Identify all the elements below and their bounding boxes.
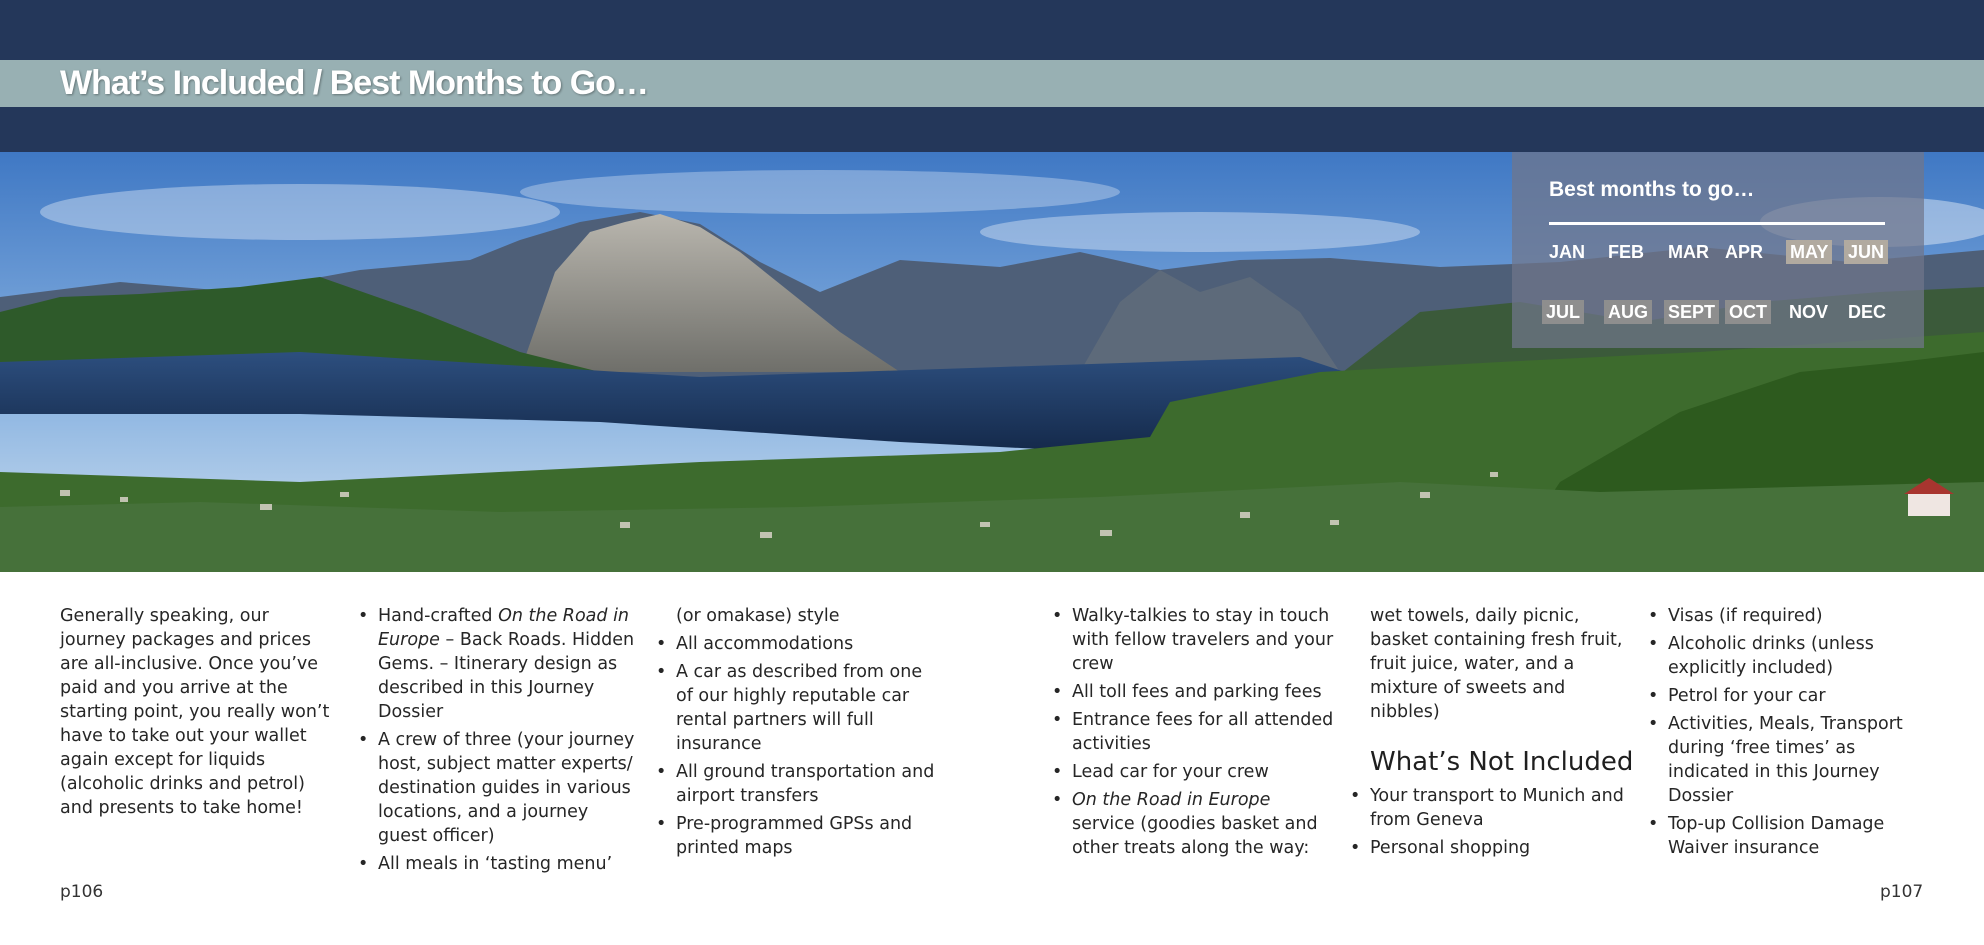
included-column-1 [358, 604, 640, 880]
best-months-divider [1549, 222, 1885, 225]
intro-paragraph: Generally speaking, our journey packages and prices are all-inclusive. Once you’ve paid and you arrive at the starting point, you really won’t have to take out your wallet again except for liquids (alcoholic drinks and petrol) and presents to take home! [60, 606, 330, 818]
included-list-2 [656, 632, 940, 860]
not-included-column [1648, 604, 1938, 864]
list-item: • A crew of three (your journey host, subject matter experts/ destination guides in various locations, and a journey guest officer) [358, 728, 640, 848]
included-list-1 [358, 604, 640, 876]
included-list-3 [1052, 604, 1336, 860]
not-included-heading: What’s Not Included [1370, 747, 1634, 777]
list-item: • Entrance fees for all attended activities [1052, 708, 1336, 756]
list-item: • Top-up Collision Damage Waiver insurance [1648, 812, 1938, 860]
month-jun: JUN [1844, 240, 1888, 264]
list-item: • Lead car for your crew [1052, 760, 1336, 784]
list-item-continued: wet towels, daily picnic, basket containing fresh fruit, fruit juice, water, and a mixture of sweets and nibbles) [1370, 606, 1623, 722]
month-mar: MAR [1668, 242, 1709, 262]
list-item: • Personal shopping [1350, 836, 1634, 860]
included-column-3 [1052, 604, 1336, 864]
list-item: • Hand-crafted On the Road in Europe – Back Roads. Hidden Gems. – Itinerary design as described in this Journey Dossier [358, 604, 640, 724]
list-item: • Your transport to Munich and from Geneva [1350, 784, 1634, 832]
list-item: • On the Road in Europe service (goodies basket and other treats along the way: [1052, 788, 1336, 860]
month-sept: SEPT [1664, 300, 1719, 324]
page-title: What’s Included / Best Months to Go… [60, 64, 648, 102]
list-item: • Alcoholic drinks (unless explicitly included) [1648, 632, 1938, 680]
list-item: • Petrol for your car [1648, 684, 1938, 708]
mixed-column [1350, 604, 1634, 864]
not-included-list-2 [1648, 604, 1938, 860]
month-nov: NOV [1789, 302, 1829, 322]
month-jul: JUL [1542, 300, 1584, 324]
month-oct: OCT [1725, 300, 1771, 324]
list-item: • Visas (if required) [1648, 604, 1938, 628]
list-item: • All meals in ‘tasting menu’ [358, 852, 640, 876]
included-column-2 [656, 604, 940, 864]
month-may: MAY [1786, 240, 1832, 264]
list-item: • A car as described from one of our highly reputable car rental partners will full insurance [656, 660, 940, 756]
list-item: • Activities, Meals, Transport during ‘free times’ as indicated in this Journey Dossier [1648, 712, 1938, 808]
page-number-right: p107 [1880, 882, 1924, 902]
month-aug: AUG [1604, 300, 1652, 324]
list-item: • All ground transportation and airport transfers [656, 760, 940, 808]
page-number-left: p106 [60, 882, 104, 902]
best-months-title: Best months to go… [1549, 178, 1755, 201]
month-dec: DEC [1848, 302, 1887, 322]
list-item: • Walky-talkies to stay in touch with fellow travelers and your crew [1052, 604, 1336, 676]
best-months-panel [1512, 152, 1924, 348]
list-item: • All accommodations [656, 632, 940, 656]
not-included-list-1 [1350, 784, 1634, 860]
intro-column [60, 604, 340, 820]
list-item: • Pre-programmed GPSs and printed maps [656, 812, 940, 860]
month-feb: FEB [1608, 242, 1644, 262]
month-apr: APR [1725, 242, 1764, 262]
list-item: • All toll fees and parking fees [1052, 680, 1336, 704]
month-jan: JAN [1549, 242, 1586, 262]
list-item-continued: (or omakase) style [676, 606, 840, 626]
title-strip [0, 60, 1984, 107]
